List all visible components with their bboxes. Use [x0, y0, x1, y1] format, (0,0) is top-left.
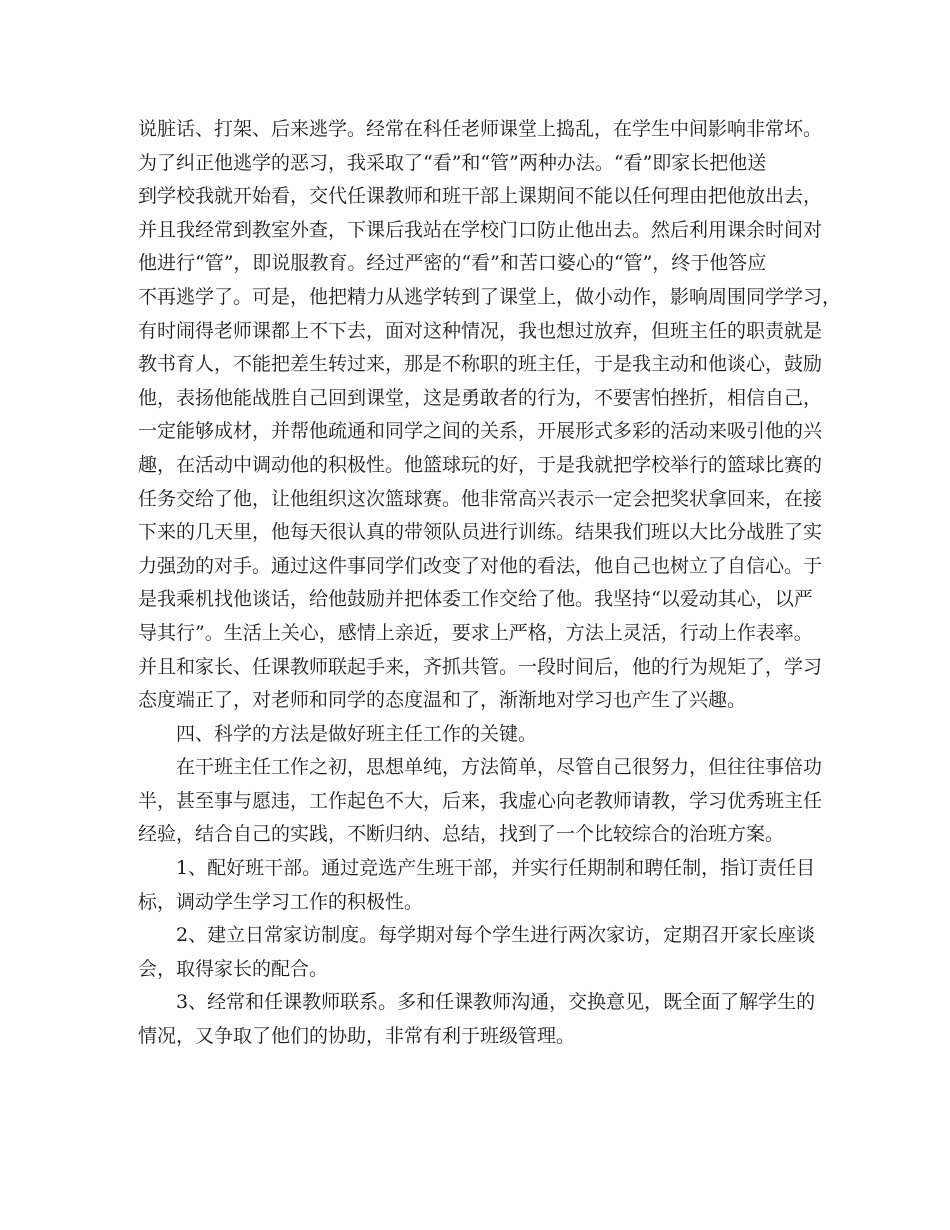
text-line: 不再逃学了。可是，他把精力从逃学转到了课堂上，做小动作，影响周围同学学习， — [138, 285, 842, 308]
text-line: 半，甚至事与愿违，工作起色不大，后来，我虚心向老教师请教，学习优秀班主任 — [138, 789, 823, 812]
text-line: 力强劲的对手。通过这件事同学们改变了对他的看法，他自己也树立了自信心。于 — [138, 554, 823, 577]
text-line: 他进行“管”，即说服教育。经过严密的“看”和苦口婆心的“管”，终于他答应 — [138, 252, 767, 275]
text-line: 并且和家长、任课教师联起手来，齐抓共管。一段时间后，他的行为规矩了，学习 — [138, 655, 823, 678]
text-line: 有时闹得老师课都上不下去，面对这种情况，我也想过放弃，但班主任的职责就是 — [138, 319, 823, 342]
text-line: 任务交给了他，让他组织这次篮球赛。他非常高兴表示一定会把奖状拿回来，在接 — [138, 487, 823, 510]
text-line: 标，调动学生学习工作的积极性。 — [138, 890, 424, 913]
text-line: 1、配好班干部。通过竞选产生班干部，并实行任期制和聘任制，指订责任目 — [176, 857, 816, 880]
text-line: 下来的几天里，他每天很认真的带领队员进行训练。结果我们班以大比分战胜了实 — [138, 521, 823, 544]
text-line: 导其行”。生活上关心，感情上亲近，要求上严格，方法上灵活，行动上作表率。 — [138, 621, 813, 644]
text-line: 并且我经常到教室外查，下课后我站在学校门口防止他出去。然后利用课余时间对 — [138, 218, 823, 241]
text-line: 态度端正了，对老师和同学的态度温和了，渐渐地对学习也产生了兴趣。 — [138, 689, 747, 712]
text-line: 为了纠正他逃学的恶习，我采取了“看”和“管”两种办法。“看”即家长把他送 — [138, 151, 767, 174]
text-line: 经验，结合自己的实践，不断归纳、总结，找到了一个比较综合的治班方案。 — [138, 823, 785, 846]
text-line: 3、经常和任课教师联系。多和任课教师沟通，交换意见，既全面了解学生的 — [176, 991, 816, 1014]
text-line: 是我乘机找他谈话，给他鼓励并把体委工作交给了他。我坚持“以爱动其心，以严 — [138, 588, 813, 611]
text-line: 说脏话、打架、后来逃学。经常在科任老师课堂上捣乱，在学生中间影响非常坏。 — [138, 118, 823, 140]
text-line: 教书育人，不能把差生转过来，那是不称职的班主任，于是我主动和他谈心，鼓励 — [138, 353, 823, 376]
text-line: 会，取得家长的配合。 — [138, 957, 329, 980]
text-line: 一定能够成材，并帮他疏通和同学之间的关系，开展形式多彩的活动来吸引他的兴 — [138, 420, 823, 443]
text-line: 2、建立日常家访制度。每学期对每个学生进行两次家访，定期召开家长座谈 — [176, 924, 816, 947]
text-line: 情况，又争取了他们的协助，非常有利于班级管理。 — [138, 1025, 576, 1048]
document-body — [138, 113, 842, 1054]
text-line: 他，表扬他能战胜自己回到课堂，这是勇敢者的行为，不要害怕挫折，相信自己， — [138, 386, 823, 409]
text-line: 趣，在活动中调动他的积极性。他篮球玩的好，于是我就把学校举行的篮球比赛的 — [138, 453, 823, 476]
text-line: 到学校我就开始看，交代任课教师和班干部上课期间不能以任何理由把他放出去， — [138, 185, 823, 208]
text-line: 在干班主任工作之初，思想单纯，方法简单，尽管自己很努力，但往往事倍功 — [176, 756, 823, 779]
text-line: 四、科学的方法是做好班主任工作的关键。 — [176, 722, 538, 745]
